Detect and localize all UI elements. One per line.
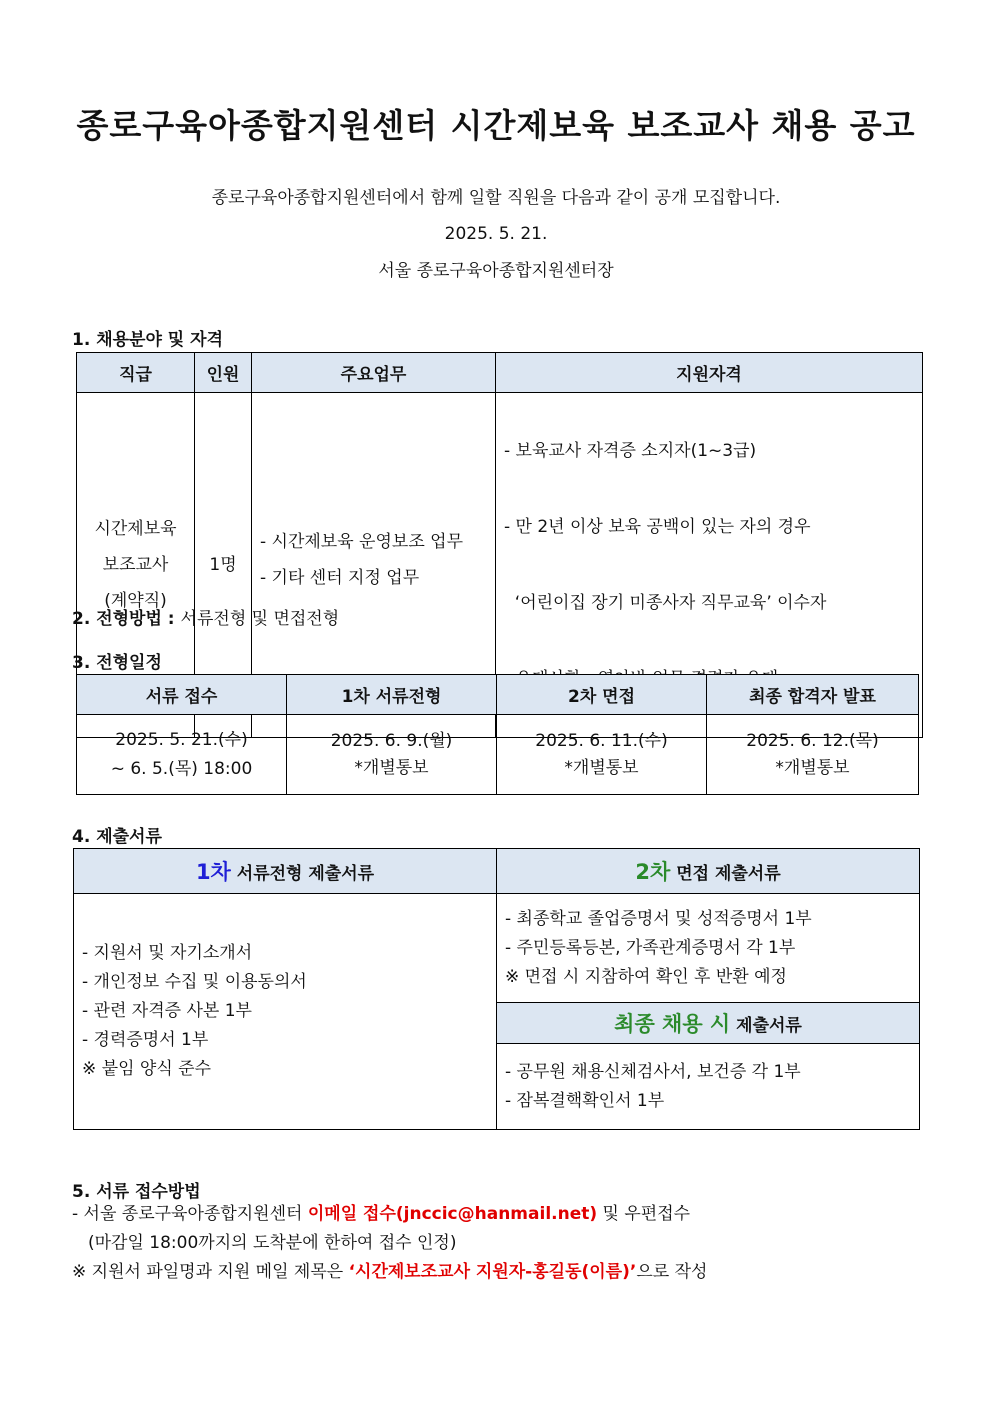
section2-heading	[72, 604, 339, 629]
position-line: 보조교사	[102, 555, 169, 575]
first-docs-cell	[74, 894, 497, 1130]
header-interview: 2차 면접	[497, 675, 707, 715]
section4-heading: 4. 제출서류	[72, 827, 162, 847]
first-docs-header-text: 서류전형 제출서류	[236, 864, 375, 884]
list-item: - 개인정보 수집 및 이용동의서	[82, 972, 307, 992]
second-docs-header	[497, 849, 920, 894]
submission-text: - 서울 종로구육아종합지원센터	[72, 1204, 303, 1224]
final-docs-header	[497, 1003, 920, 1044]
list-item: - 공무원 채용신체검사서, 보건증 각 1부	[505, 1061, 801, 1082]
submission-text: 및 우편접수	[602, 1204, 691, 1224]
schedule-cell	[707, 715, 919, 795]
header-application: 서류 접수	[77, 675, 287, 715]
list-item: - 시간제보육 운영보조 업무	[260, 532, 463, 552]
list-item: - 최종학교 졸업증명서 및 성적증명서 1부	[505, 908, 812, 929]
schedule-table	[76, 674, 919, 795]
list-item: - 잠복결핵확인서 1부	[505, 1090, 665, 1111]
list-item: - 주민등록등본, 가족관계증명서 각 1부	[505, 937, 796, 958]
schedule-line: *개별통보	[775, 757, 850, 778]
section5-heading: 5. 서류 접수방법	[72, 1182, 201, 1202]
schedule-line: 2025. 5. 21.(수)	[115, 729, 248, 750]
schedule-line: 2025. 6. 9.(월)	[330, 730, 453, 751]
count-cell: 1명	[195, 393, 252, 738]
schedule-line: *개별통보	[354, 757, 429, 778]
section1-heading: 1. 채용분야 및 자격	[72, 330, 223, 350]
schedule-cell	[497, 715, 707, 795]
submission-text: ※ 지원서 파일명과 지원 메일 제목은	[72, 1262, 344, 1282]
section2-text: 서류전형 및 면접전형	[180, 609, 340, 629]
header-position: 직급	[77, 353, 195, 393]
header-qualifications: 지원자격	[496, 353, 923, 393]
section3-heading: 3. 전형일정	[72, 653, 162, 673]
header-duties: 주요업무	[252, 353, 496, 393]
list-item: - 지원서 및 자기소개서	[82, 943, 253, 963]
list-item: - 만 2년 이상 보육 공백이 있는 자의 경우	[504, 517, 811, 537]
header-count: 인원	[195, 353, 252, 393]
final-docs-header-text: 제출서류	[736, 1016, 802, 1036]
notice-date: 2025. 5. 21.	[444, 224, 548, 244]
list-item: ※ 면접 시 지참하여 확인 후 반환 예정	[505, 966, 787, 987]
issuer: 서울 종로구육아종합지원센터장	[378, 261, 614, 281]
schedule-line: 2025. 6. 12.(목)	[746, 730, 879, 751]
submission-line-2: (마감일 18:00까지의 도착분에 한하여 접수 인정)	[88, 1233, 457, 1253]
table-header-row	[77, 675, 919, 715]
submission-method	[72, 1200, 707, 1287]
second-stage-label: 2차	[635, 860, 671, 884]
section2-label: 2. 전형방법 :	[72, 609, 175, 629]
list-item: ※ 붙임 양식 준수	[82, 1059, 211, 1079]
final-stage-label: 최종 채용 시	[614, 1012, 731, 1036]
table-row	[74, 894, 920, 1003]
submission-text: 으로 작성	[636, 1262, 708, 1282]
position-line: 시간제보육	[94, 519, 177, 539]
first-docs-header	[74, 849, 497, 894]
schedule-line: 2025. 6. 11.(수)	[535, 730, 668, 751]
list-item: - 경력증명서 1부	[82, 1030, 209, 1050]
position-line: (계약직)	[104, 591, 167, 611]
header-final-announcement: 최종 합격자 발표	[707, 675, 919, 715]
table-header-row	[77, 353, 923, 393]
page-title: 종로구육아종합지원센터 시간제보육 보조교사 채용 공고	[76, 106, 916, 145]
list-item: - 관련 자격증 사본 1부	[82, 1001, 252, 1021]
second-docs-cell	[497, 894, 920, 1003]
documents-table	[73, 848, 920, 1130]
final-docs-cell	[497, 1044, 920, 1130]
header-document-screening: 1차 서류전형	[287, 675, 497, 715]
first-stage-label: 1차	[195, 860, 231, 884]
table-row	[77, 715, 919, 795]
second-docs-header-text: 면접 제출서류	[676, 864, 781, 884]
list-item: ‘어린이집 장기 미종사자 직무교육’ 이수자	[504, 593, 827, 613]
list-item: - 기타 센터 지정 업무	[260, 568, 420, 588]
schedule-line: *개별통보	[564, 757, 639, 778]
filename-rule-highlight: ‘시간제보조교사 지원자-홍길동(이름)’	[348, 1262, 637, 1282]
schedule-line: ~ 6. 5.(목) 18:00	[110, 758, 253, 779]
list-item: - 보육교사 자격증 소지자(1~3급)	[504, 441, 757, 461]
table-header-row	[74, 849, 920, 894]
submission-line-3	[72, 1258, 707, 1287]
submission-line-1	[72, 1200, 707, 1229]
intro-text: 종로구육아종합지원센터에서 함께 일할 직원을 다음과 같이 공개 모집합니다.	[211, 188, 781, 208]
schedule-cell	[77, 715, 287, 795]
schedule-cell	[287, 715, 497, 795]
email-submission-highlight: 이메일 접수(jnccic@hanmail.net)	[307, 1204, 598, 1224]
